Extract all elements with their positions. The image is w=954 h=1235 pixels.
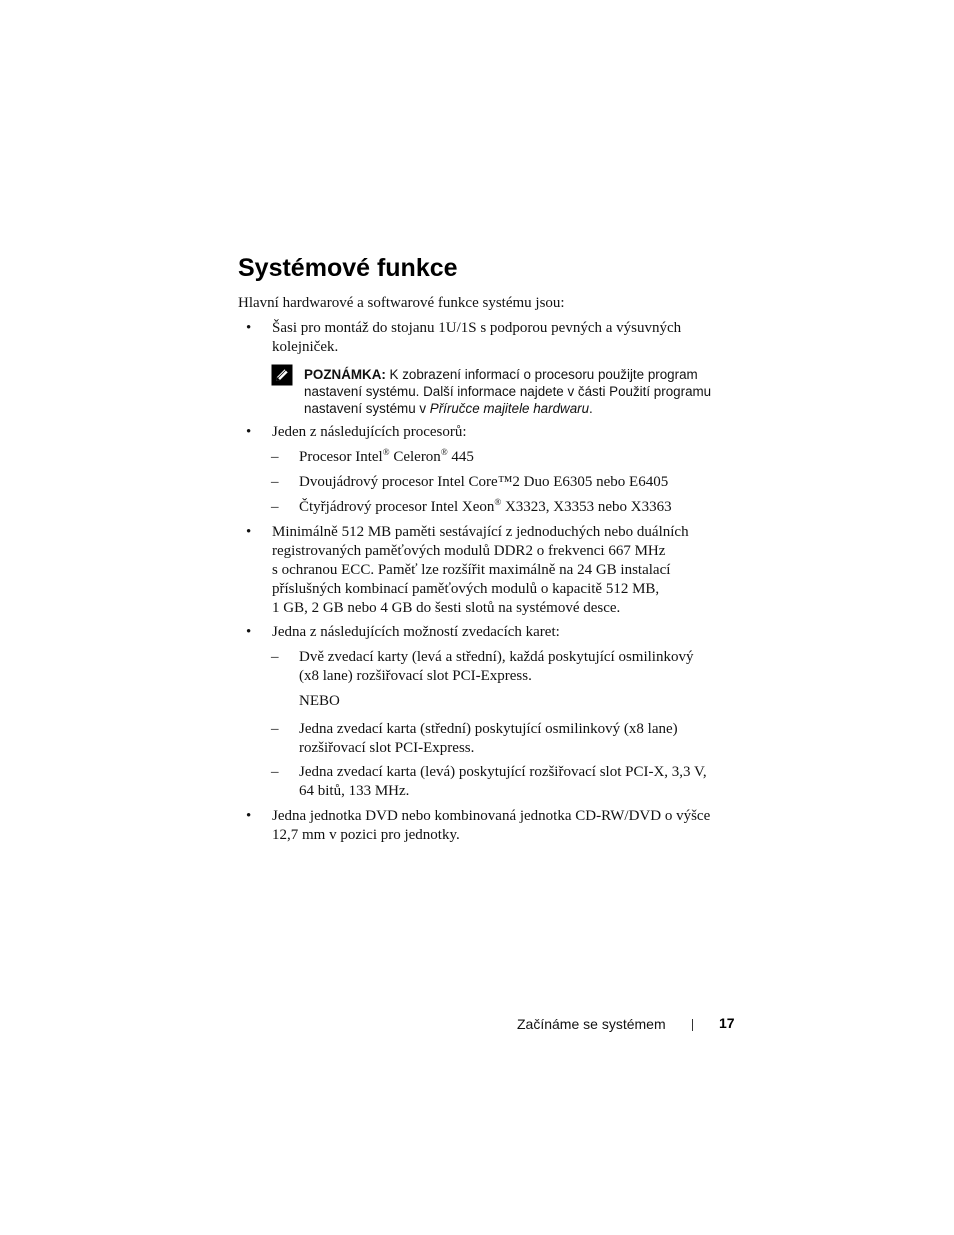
note-block: POZNÁMKA: K zobrazení informací o procesoru použijte program nastavení systému. Další informace najdete v části Použití programu nastavení systému v Příručce majitele hardwaru. [304,367,712,416]
bullet-marker: • [246,424,252,440]
list-item-drive: Jedna jednotka DVD nebo kombinovaná jednotka CD-RW/DVD o výšce 12,7 mm v pozici pro jednotky. [272,808,711,843]
dash-marker: – [271,764,279,780]
sub-item-riser-two: Dvě zvedací karty (levá a střední), každá poskytující osmilinkový (x8 lane) rozšiřovací slot PCI-Express. [299,649,694,684]
dash-marker: – [271,499,279,515]
sub-item-xeon: Čtyřjádrový procesor Intel Xeon® X3323, X3353 nebo X3363 [299,497,672,515]
bullet-marker: • [246,320,252,336]
dash-marker: – [271,474,279,490]
page-number: 17 [719,1015,735,1031]
section-title: Systémové funkce [238,254,458,282]
note-pencil-icon [271,364,293,386]
dash-marker: – [271,721,279,737]
list-item-memory: Minimálně 512 MB paměti sestávající z jednoduchých nebo duálních registrovaných paměťových modulů DDR2 o frekvenci 667 MHz s ochranou ECC. Paměť lze rozšířit maximálně na 24 GB instalací příslušných kombinací paměťových modulů o kapacitě 512 MB, 1 GB, 2 GB nebo 4 GB do šesti slotů na systémové desce. [272,524,689,616]
sub-item-riser-left: Jedna zvedací karta (levá) poskytující rozšiřovací slot PCI-X, 3,3 V, 64 bitů, 133 MHz. [299,764,707,799]
bullet-marker: • [246,624,252,640]
or-separator: NEBO [299,693,340,709]
list-item-risers: Jedna z následujících možností zvedacích karet: [272,624,560,640]
sub-item-riser-center: Jedna zvedací karta (střední) poskytující osmilinkový (x8 lane) rozšiřovací slot PCI-Express. [299,721,678,756]
bullet-marker: • [246,524,252,540]
list-item-chassis: Šasi pro montáž do stojanu 1U/1S s podporou pevných a výsuvných kolejniček. [272,320,682,355]
bullet-marker: • [246,808,252,824]
footer-chapter-title: Začínáme se systémem [517,1016,666,1032]
note-label: POZNÁMKA: [304,367,386,382]
list-item-processors: Jeden z následujících procesorů: [272,424,467,440]
intro-text: Hlavní hardwarové a softwarové funkce systému jsou: [238,295,565,311]
sub-item-core2duo: Dvoujádrový procesor Intel Core™2 Duo E6305 nebo E6405 [299,474,669,490]
sub-item-celeron: Procesor Intel® Celeron® 445 [299,447,474,465]
manual-title: Příručce majitele hardwaru [429,401,590,416]
footer-separator [692,1019,693,1031]
dash-marker: – [271,449,279,465]
dash-marker: – [271,649,279,665]
